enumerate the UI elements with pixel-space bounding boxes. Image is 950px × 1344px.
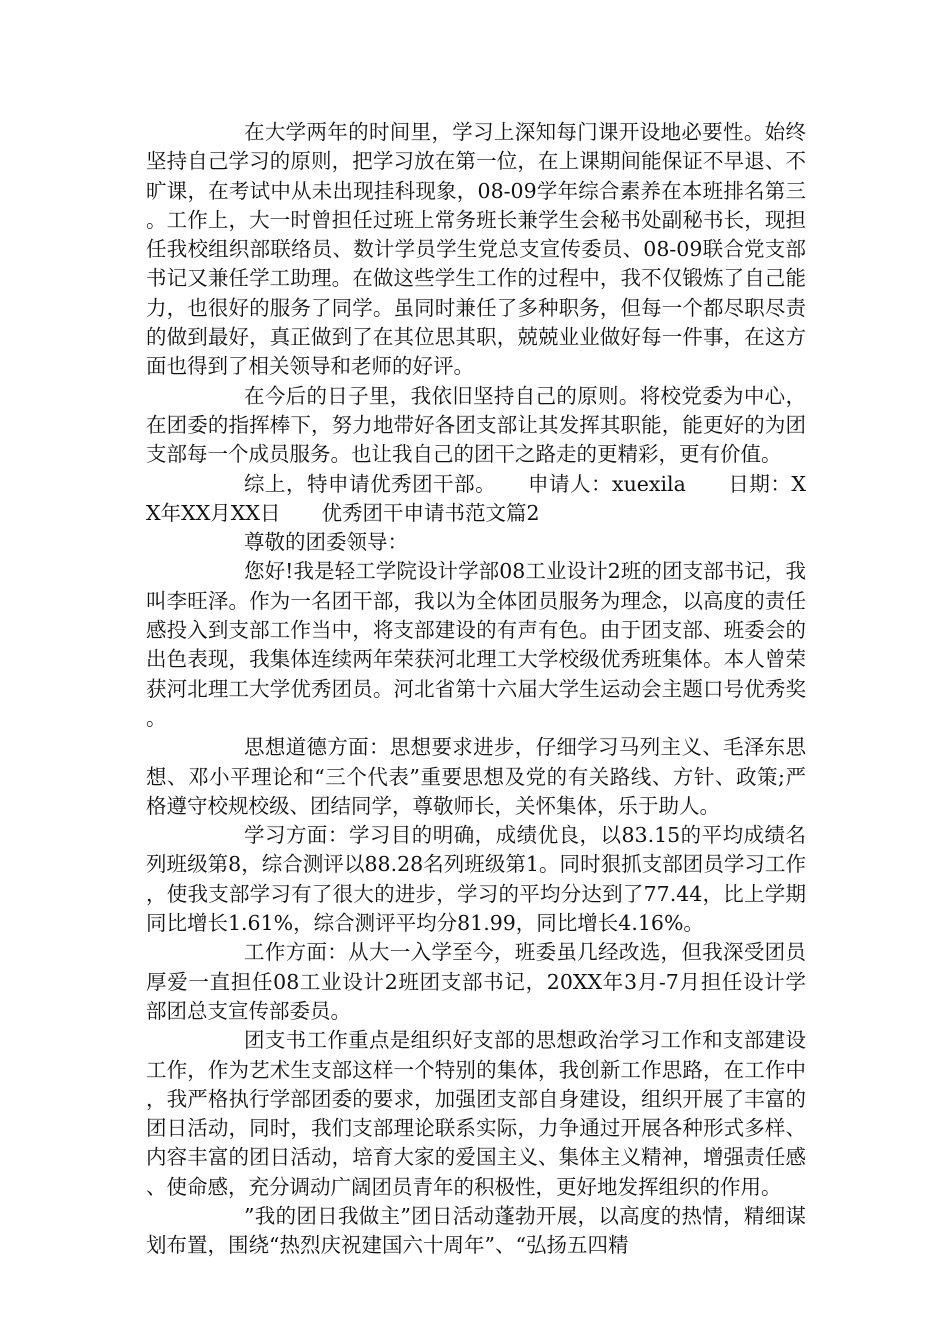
paragraph-salutation: 尊敬的团委领导： bbox=[244, 530, 408, 555]
document-body bbox=[146, 118, 806, 1261]
paragraph-league-day-activity: ”我的团日我做主”团日活动蓬勃开展，以高度的热情，精细谋划布置，围绕“热烈庆祝建国六十周年”、“弘扬五四精 bbox=[146, 1203, 806, 1258]
paragraph-branch-secretary-work: 团支书工作重点是组织好支部的思想政治学习工作和支部建设工作，作为艺术生支部这样一个特别的集体，我创新工作思路，在工作中，我严格执行学部团委的要求，加强团支部自身建设，组织开展了丰富的团日活动，同时，我们支部理论联系实际，力争通过开展各种形式多样、内容丰富的团日活动，培育大家的爱国主义、集体主义精神，增强责任感、使命感，充分调动广阔团员青年的积极性，更好地发挥组织的作用。 bbox=[146, 1028, 806, 1199]
paragraph-work-aspect: 工作方面：从大一入学至今，班委虽几经改选，但我深受团员厚爱一直担任08工业设计2班团支部书记，20XX年3月-7月担任设计学部团总支宣传部委员。 bbox=[146, 940, 806, 1023]
paragraph-study-and-work: 在大学两年的时间里，学习上深知每门课开设地必要性。始终坚持自己学习的原则，把学习放在第一位，在上课期间能保证不早退、不旷课，在考试中从未出现挂科现象，08-09学年综合素养在本班排名第三。工作上，大一时曾担任过班上常务班长兼学生会秘书处副秘书长，现担任我校组织部联络员、数计学员学生党总支宣传委员、08-09联合党支部书记又兼任学工助理。在做这些学生工作的过程中，我不仅锻炼了自己能力，也很好的服务了同学。虽同时兼任了多种职务，但每一个都尽职尽责的做到最好，真正做到了在其位思其职，兢兢业业做好每一件事，在这方面也得到了相关领导和老师的好评。 bbox=[146, 120, 806, 379]
paragraph-ideology-morality: 思想道德方面：思想要求进步，仔细学习马列主义、毛泽东思想、邓小平理论和“三个代表”重要思想及党的有关路线、方针、政策;严格遵守校规校级、团结同学，尊敬师长，关怀集体，乐于助人。 bbox=[146, 735, 806, 818]
paragraph-self-introduction: 您好!我是轻工学院设计学部08工业设计2班的团支部书记，我叫李旺泽。作为一名团干部，我以为全体团员服务为理念，以高度的责任感投入到支部工作当中，将支部建设的有声有色。由于团支部、班委会的出色表现，我集体连续两年荣获河北理工大学校级优秀班集体。本人曾荣获河北理工大学优秀团员。河北省第十六届大学生运动会主题口号优秀奖。 bbox=[146, 559, 806, 730]
paragraph-study-aspect: 学习方面：学习目的明确，成绩优良，以83.15的平均成绩名列班级第8，综合测评以88.28名列班级第1。同时狠抓支部团员学习工作，使我支部学习有了很大的进步，学习的平均分达到了77.44，比上学期同比增长1.61%，综合测评平均分81.99，同比增长4.16%。 bbox=[146, 823, 806, 936]
paragraph-application-signature: 综上，特申请优秀团干部。 申请人：xuexila 日期：XX年XX月XX日 优秀团干申请书范文篇2 bbox=[146, 471, 806, 525]
paragraph-future-plan: 在今后的日子里，我依旧坚持自己的原则。将校党委为中心，在团委的指挥棒下，努力地带好各团支部让其发挥其职能，能更好的为团支部每一个成员服务。也让我自己的团干之路走的更精彩，更有价值。 bbox=[146, 383, 806, 467]
